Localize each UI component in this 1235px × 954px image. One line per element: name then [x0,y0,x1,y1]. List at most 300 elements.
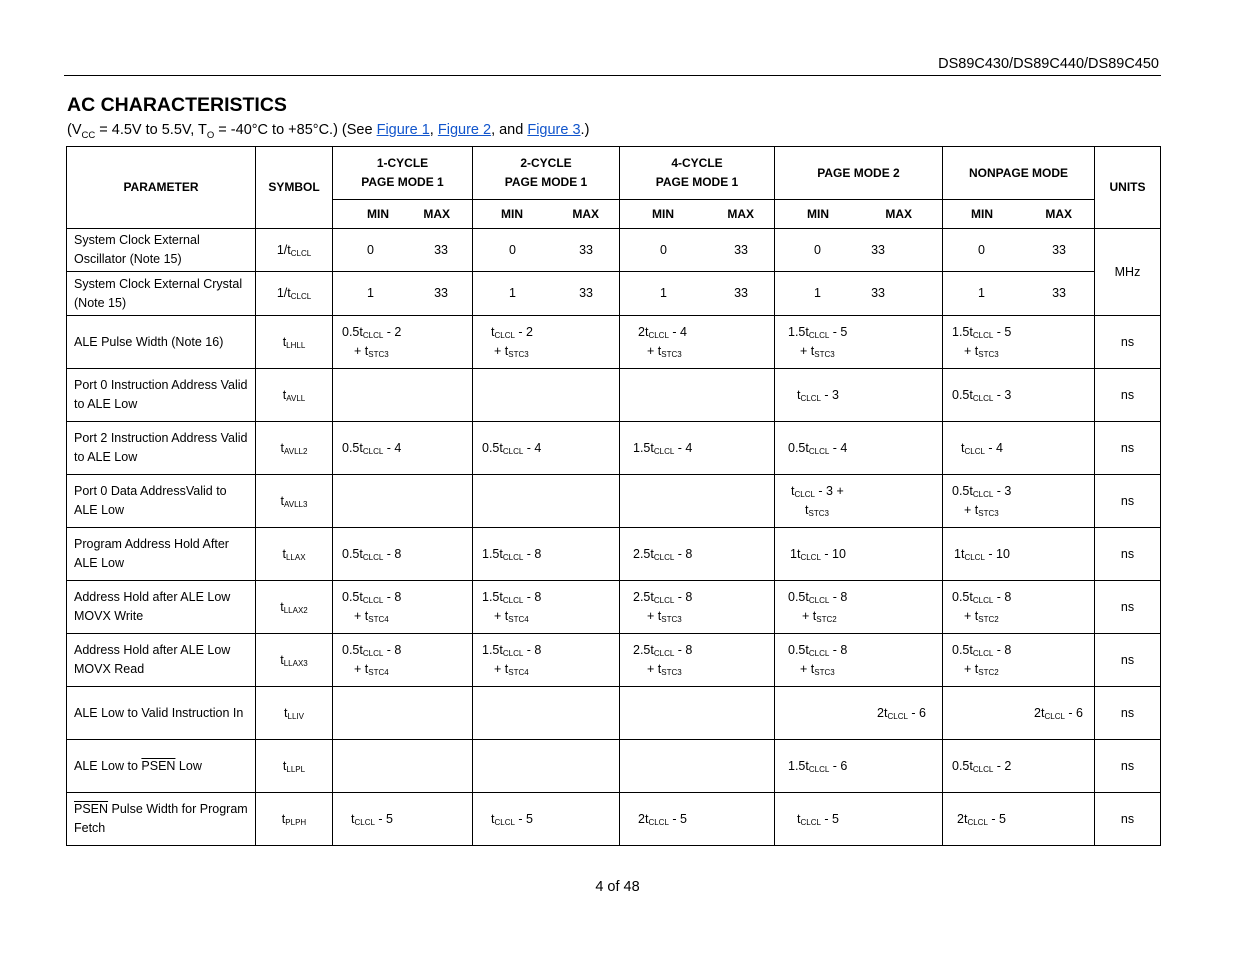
value-cell [775,316,943,369]
formula-part: - 5 [374,811,393,826]
value-cell [943,793,1095,846]
formula-line [491,323,619,342]
value-cell [775,793,943,846]
table-row [67,229,1161,272]
formula-sub: CLCL [1044,711,1065,721]
value-cell [620,229,775,272]
header-row [67,147,1161,200]
table-row [67,369,1161,422]
formula-part: 0.5t [788,440,809,455]
formula-sub: STC3 [661,350,682,359]
value-cell [333,740,473,793]
col-group-4: PAGE MODE 2 [775,147,943,200]
table-row [67,422,1161,475]
formula-part: 0.5t [342,440,363,455]
figure-1-link[interactable]: Figure 1 [376,122,430,138]
formula-part: - 4 [523,440,542,455]
formula-line [952,607,1094,626]
table-row [67,528,1161,581]
value-cell [620,422,775,475]
formula-part: - 8 [523,546,542,561]
formula-sub: CLCL [362,649,384,658]
formula-sub: STC3 [814,350,835,359]
param-line: System Clock External Crystal [74,276,243,291]
formula-sub: STC3 [978,350,999,359]
symbol-cell [256,475,333,528]
param-line: Address Hold after ALE Low [74,643,231,657]
formula-sub: CLCL [972,764,994,774]
formula-sub: CLCL [808,446,830,456]
formula-sub: CLCL [972,393,994,403]
formula-line [952,482,1094,501]
formula-part: + t [354,609,369,623]
parameter-cell [67,634,256,687]
max-value: 33 [734,242,748,257]
symbol-cell [256,369,333,422]
param-part: Pulse Width for Program [108,802,248,816]
minmax-cell [775,200,943,229]
minmax-cell [333,200,473,229]
formula-sub: STC3 [661,615,682,624]
formula-part: - 3 [820,387,839,402]
parameter-cell: ALE Low to Valid Instruction In [67,687,256,740]
formula-part: - 8 [383,590,402,604]
header-divider [64,75,1161,76]
min-value: 1 [814,286,821,300]
formula-part: - 4 [383,440,402,455]
formula-sub: CLCL [972,331,994,340]
param-part: Low [175,758,202,773]
formula-part: - 4 [668,325,687,339]
value-cell [775,634,943,687]
formula-line [342,607,472,626]
symbol: t [282,387,287,402]
group-label: PAGE MODE 1 [655,175,739,189]
formula-sub: CLCL [964,552,985,562]
formula-part: 1t [954,546,965,561]
psen-signal: PSEN [141,758,176,773]
formula-part: + t [647,609,662,623]
formula-sub: CLCL [972,490,994,499]
min-value: 0 [509,242,516,257]
param-line: MOVX Read [74,662,145,676]
formula-sub: CLCL [494,331,515,340]
group-label: 1-CYCLE [376,156,429,170]
formula-part: - 8 [993,590,1012,604]
param-line: MOVX Write [74,609,144,623]
formula-part: t [961,440,965,455]
formula-sub: CLCL [808,331,830,340]
symbol: t [280,493,285,508]
cond-text: (V [67,122,82,138]
parameter-cell: ALE Pulse Width (Note 16) [67,316,256,369]
units-cell: ns [1095,740,1161,793]
table-row [67,740,1161,793]
formula-part: - 5 [514,811,533,826]
value-cell [473,422,620,475]
min-label: MIN [652,206,674,221]
value-cell [620,581,775,634]
max-value: 33 [871,242,885,257]
value-cell [473,793,620,846]
value-cell [333,316,473,369]
value-cell [620,687,775,740]
units-cell: ns [1095,316,1161,369]
symbol-cell [256,272,333,316]
value-cell [943,687,1095,740]
formula-sub: CLCL [808,596,830,605]
value-cell [620,316,775,369]
min-value: 1 [978,286,985,300]
max-value: 33 [734,286,748,300]
value-cell [943,581,1095,634]
formula-part: + t [494,662,509,676]
formula-part: 2t [1034,705,1045,720]
symbol-sub: LLPL [286,764,306,774]
value-cell [775,687,943,740]
table-row [67,581,1161,634]
units-cell: MHz [1095,229,1161,316]
formula-sub: CLCL [967,817,988,827]
formula-part: 1.5t [788,758,809,773]
formula-part: - 5 [820,811,839,826]
value-cell [943,316,1095,369]
value-cell [473,229,620,272]
formula-sub: CLCL [887,711,908,721]
formula-part: 2t [638,811,649,826]
figure-2-link[interactable]: Figure 2 [437,122,492,138]
formula-line [342,641,472,660]
psen-signal: PSEN [74,802,109,816]
formula-part: + t [964,609,979,623]
symbol-cell [256,793,333,846]
value-cell [333,793,473,846]
value-cell [333,229,473,272]
figure-3-link[interactable]: Figure 3 [527,122,581,138]
formula-part: - 8 [829,590,848,604]
formula-part: - 2 [993,758,1012,773]
formula-line [788,660,942,679]
value-cell [943,528,1095,581]
formula-part: - 8 [674,643,693,657]
symbol-sub: LLAX3 [283,658,308,668]
formula-line [342,588,472,607]
formula-part: 2.5t [633,643,654,657]
formula-part: - 10 [984,546,1010,561]
formula-sub: STC3 [814,668,835,677]
units-cell: ns [1095,793,1161,846]
formula-sub: CLCL [808,764,830,774]
col-units: UNITS [1095,147,1161,229]
symbol-sub: LHLL [286,340,306,350]
symbol-sub: CLCL [290,248,312,258]
value-cell [943,475,1095,528]
value-cell [473,528,620,581]
group-label: 4-CYCLE [671,156,723,170]
parameter-cell [67,229,256,272]
value-cell [775,229,943,272]
param-line: Port 0 Instruction Address Valid [74,378,248,392]
symbol-sub: LLIV [287,711,304,721]
formula-line [791,482,942,501]
formula-part: - 8 [993,643,1012,657]
formula-part: + t [964,503,979,517]
formula-part: - 6 [829,758,848,773]
formula-sub: CLCL [502,596,524,605]
parameter-cell [67,581,256,634]
formula-part: - 3 [993,484,1012,498]
formula-sub: STC4 [508,615,529,624]
symbol: t [280,652,284,667]
formula-sub: CLCL [502,649,524,658]
param-line: Port 2 Instruction Address Valid [74,431,248,445]
symbol-cell [256,316,333,369]
cond-text: , [429,122,438,138]
formula-line [788,607,942,626]
formula-part: - 8 [674,546,693,561]
formula-part: + t [354,344,369,358]
formula-part: - 6 [907,705,926,720]
max-label: MAX [1045,206,1072,221]
formula-part: - 4 [674,440,693,455]
formula-sub: CLCL [653,552,675,562]
param-line: Address Hold after ALE Low [74,590,231,604]
symbol: t [282,758,287,773]
table-row [67,272,1161,316]
parameter-cell [67,422,256,475]
formula-part: - 6 [1064,705,1083,720]
formula-part: t [491,325,495,339]
cond-text: = 4.5V to 5.5V, T [95,122,207,138]
value-cell [333,422,473,475]
parameter-cell [67,528,256,581]
formula-sub: CLCL [502,446,524,456]
formula-part: + t [802,609,817,623]
value-cell [473,316,620,369]
formula-line [788,588,942,607]
symbol: t [280,440,285,455]
formula-sub: CLCL [653,446,675,456]
formula-part: - 4 [984,440,1003,455]
min-value: 0 [660,242,667,257]
formula-part: - 8 [523,590,542,604]
param-line: Fetch [74,821,106,835]
formula-part: t [491,811,495,826]
formula-part: - 8 [383,643,402,657]
section-title: AC CHARACTERISTICS [67,94,287,116]
col-group-1 [333,147,473,200]
formula-part: 0.5t [952,643,973,657]
value-cell [333,687,473,740]
formula-line [633,641,774,660]
formula-sub: CLCL [794,490,815,499]
symbol-cell [256,229,333,272]
formula-part: 1.5t [482,590,503,604]
param-line: (Note 15) [74,295,127,310]
param-line: to ALE Low [74,397,138,411]
value-cell [775,740,943,793]
formula-part: 0.5t [482,440,503,455]
parameter-cell [67,793,256,846]
formula-part: t [797,387,801,402]
formula-part: t [791,484,795,498]
min-value: 0 [814,242,821,257]
value-cell [943,740,1095,793]
formula-part: 0.5t [342,325,363,339]
formula-sub: CLCL [972,596,994,605]
symbol-cell [256,581,333,634]
formula-part: 2t [638,325,649,339]
units-cell: ns [1095,422,1161,475]
symbol: t [284,705,288,720]
formula-part: - 5 [993,325,1012,339]
min-label: MIN [971,206,993,221]
symbol-cell [256,422,333,475]
formula-line [482,588,619,607]
formula-line [491,342,619,361]
parameter-cell [67,475,256,528]
units-cell: ns [1095,528,1161,581]
formula-line [952,323,1094,342]
value-cell [775,475,943,528]
formula-part: + t [964,344,979,358]
formula-part: + t [964,662,979,676]
table-row [67,793,1161,846]
formula-part: 0.5t [342,546,363,561]
col-group-3 [620,147,775,200]
symbol: 1/t [276,286,291,300]
formula-line [788,641,942,660]
value-cell [473,687,620,740]
param-line: Program Address Hold After [74,537,229,551]
max-label: MAX [727,206,754,221]
formula-sub: CLCL [648,817,669,827]
formula-sub: CLCL [964,446,985,456]
formula-sub: CLCL [800,552,821,562]
symbol-sub: AVLL3 [284,499,308,509]
formula-part: - 8 [383,546,402,561]
symbol-cell [256,634,333,687]
value-cell [943,229,1095,272]
param-line: Port 0 Data AddressValid to [74,484,227,498]
value-cell [473,740,620,793]
formula-line [788,342,942,361]
value-cell [775,581,943,634]
formula-part: 1.5t [952,325,973,339]
formula-sub: STC2 [816,615,837,624]
value-cell [473,369,620,422]
col-parameter: PARAMETER [67,147,256,229]
value-cell [473,581,620,634]
value-cell [775,422,943,475]
formula-part: + t [494,609,509,623]
formula-line [633,588,774,607]
symbol-sub: AVLL2 [284,446,308,456]
symbol: t [282,546,286,561]
cond-text: .) [580,122,590,138]
col-group-2 [473,147,620,200]
symbol: t [280,599,284,614]
formula-part: - 8 [523,643,542,657]
formula-sub: CLCL [808,649,830,658]
formula-part: t [805,503,809,517]
formula-sub: STC3 [978,509,999,518]
formula-sub: STC3 [508,350,529,359]
symbol-sub: PLPH [285,817,307,827]
table-row [67,475,1161,528]
formula-part: - 5 [668,811,687,826]
parameter-cell [67,740,256,793]
formula-line [482,641,619,660]
param-line: ALE Low [74,556,125,570]
symbol: t [281,811,286,826]
value-cell [333,272,473,316]
max-value: 33 [579,242,593,257]
formula-sub: CLCL [494,817,515,827]
formula-part: - 10 [820,546,846,561]
minmax-cell [943,200,1095,229]
formula-sub: CLCL [502,552,524,562]
units-cell: ns [1095,581,1161,634]
formula-part: t [797,811,801,826]
minmax-cell [620,200,775,229]
formula-line [342,342,472,361]
min-label: MIN [501,206,523,221]
formula-part: 2.5t [633,546,654,561]
group-label: PAGE MODE 1 [361,175,444,189]
min-value: 0 [978,242,985,257]
units-cell: ns [1095,634,1161,687]
formula-line [638,323,774,342]
value-cell [473,634,620,687]
formula-part: - 8 [829,643,848,657]
formula-part: 0.5t [788,590,809,604]
max-label: MAX [423,206,450,221]
max-value: 33 [434,286,448,300]
formula-part: - 8 [674,590,693,604]
value-cell [620,793,775,846]
formula-part: 0.5t [952,590,973,604]
formula-sub: CLCL [972,649,994,658]
formula-part: 0.5t [788,643,809,657]
formula-line [788,323,942,342]
formula-part: + t [354,662,369,676]
conditions-line [67,122,589,141]
cond-sub: O [206,129,215,141]
formula-sub: CLCL [648,331,669,340]
formula-line [633,660,774,679]
min-value: 1 [660,286,667,300]
value-cell [333,475,473,528]
cond-sub: CC [81,129,96,141]
value-cell [620,272,775,316]
min-label: MIN [367,206,389,221]
formula-line [342,660,472,679]
value-cell [620,475,775,528]
formula-line [952,641,1094,660]
formula-line [633,607,774,626]
formula-part: - 5 [829,325,848,339]
formula-part: 1.5t [482,643,503,657]
formula-line [952,588,1094,607]
value-cell [620,528,775,581]
formula-sub: CLCL [362,331,384,340]
symbol: 1/t [276,242,291,257]
table-row [67,634,1161,687]
formula-part: 1t [790,546,801,561]
formula-line [952,660,1094,679]
formula-part: 0.5t [952,758,973,773]
